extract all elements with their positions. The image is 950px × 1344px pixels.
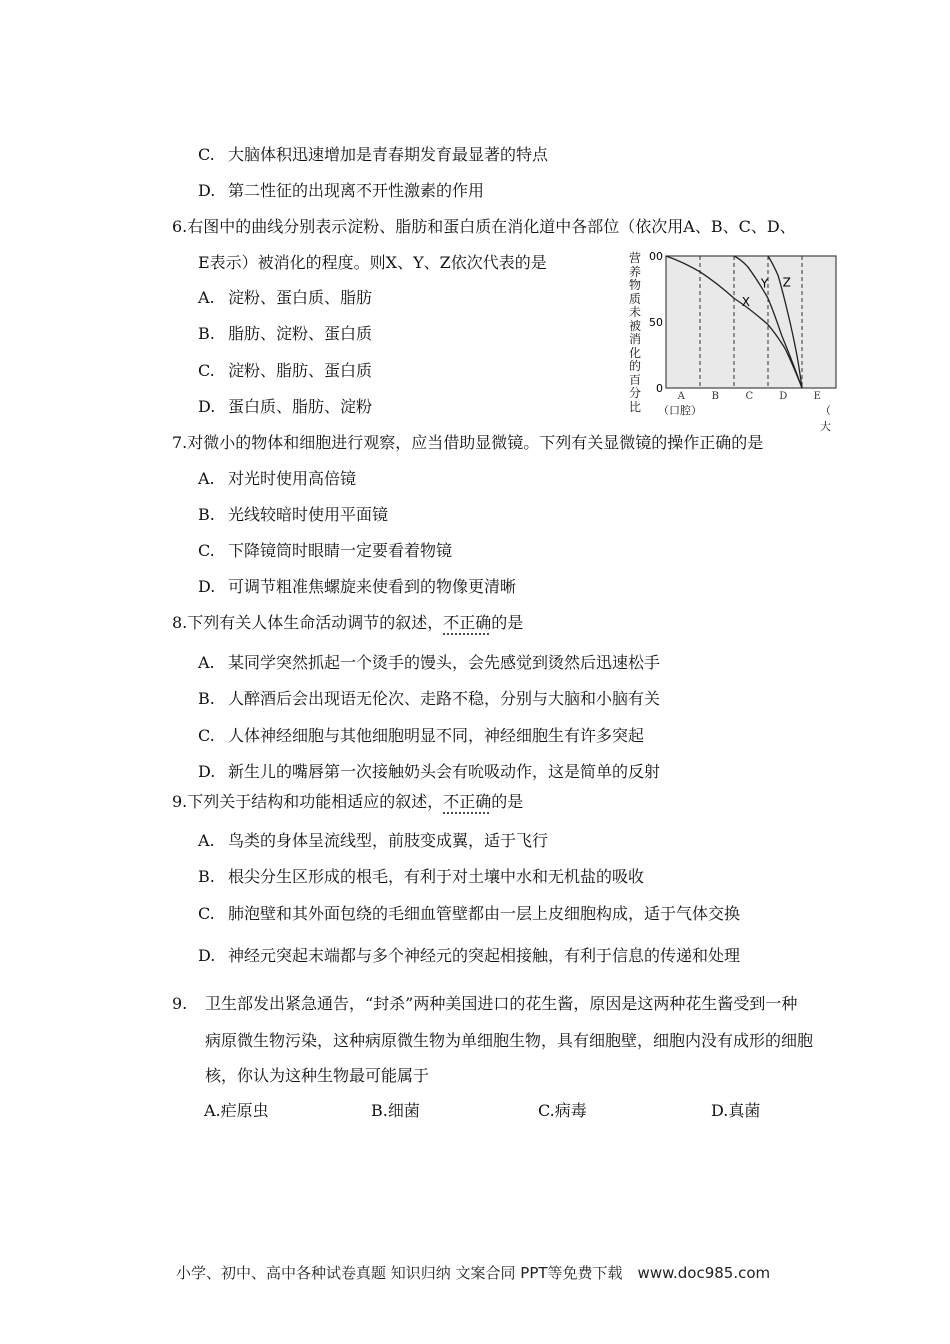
q9a-stem xyxy=(172,792,523,812)
q9b-option-c: C.病毒 xyxy=(538,1101,587,1120)
option-letter: C. xyxy=(198,361,215,380)
option-text: 蛋白质、脂肪、淀粉 xyxy=(228,397,373,416)
q6-stem-line2: E表示）被消化的程度。则X、Y、Z依次代表的是 xyxy=(198,253,547,272)
option-text: 某同学突然抓起一个烫手的馒头，会先感觉到烫然后迅速松手 xyxy=(228,653,661,672)
q8-option-c xyxy=(198,726,644,746)
q9a-option-d xyxy=(198,946,740,966)
q7-option-a xyxy=(198,469,356,489)
stem-emphasis: 不正确 xyxy=(443,792,492,811)
plot-area xyxy=(666,256,836,388)
page-footer: 小学、初中、高中各种试卷真题 知识归纳 文案合同 PPT等免费下载 www.doc985.com xyxy=(176,1264,771,1282)
stem-emphasis: 不正确 xyxy=(443,613,492,632)
q6-option-d xyxy=(198,397,372,417)
option-letter: B. xyxy=(198,867,215,886)
option-text: 淀粉、蛋白质、脂肪 xyxy=(228,288,373,307)
q8-option-b xyxy=(198,689,660,709)
q9b-option-a: A.疟原虫 xyxy=(204,1101,269,1120)
option-letter: C. xyxy=(198,541,215,560)
q9b-line1: 卫生部发出紧急通告，“封杀”两种美国进口的花生酱，原因是这两种花生酱受到一种 xyxy=(205,994,798,1013)
q8-option-a xyxy=(198,653,660,673)
q9a-option-c xyxy=(198,904,740,924)
x-tick-label: A xyxy=(677,391,685,402)
q9b-option-d: D.真菌 xyxy=(711,1101,761,1120)
x-tick-label: E xyxy=(813,391,821,402)
stem-text: 8.下列有关人体生命活动调节的叙述， xyxy=(172,613,444,632)
q6-option-b xyxy=(198,324,372,344)
option-letter: B. xyxy=(198,689,215,708)
q9b-number: 9. xyxy=(172,994,188,1013)
curve-label-x: X xyxy=(741,295,751,310)
y-tick-label: 0 xyxy=(656,382,663,395)
option-letter: D. xyxy=(198,397,216,416)
option-text: 对光时使用高倍镜 xyxy=(228,469,357,488)
q6-option-a xyxy=(198,288,372,308)
option-letter: A. xyxy=(198,469,215,488)
option-letter: A. xyxy=(198,288,215,307)
option-text: 新生儿的嘴唇第一次接触奶头会有吮吸动作，这是简单的反射 xyxy=(228,762,661,781)
stem-text: 9.下列关于结构和功能相适应的叙述， xyxy=(172,792,444,811)
option-text: 可调节粗准焦螺旋来使看到的物像更清晰 xyxy=(228,577,517,596)
q8-option-d xyxy=(198,762,660,782)
q5-option-d xyxy=(198,181,484,201)
q6-stem-line1: 6.右图中的曲线分别表示淀粉、脂肪和蛋白质在消化道中各部位（依次用A、B、C、D、 xyxy=(172,217,796,236)
option-text: 人体神经细胞与其他细胞明显不同，神经细胞生有许多突起 xyxy=(228,726,645,745)
q7-stem: 7.对微小的物体和细胞进行观察，应当借助显微镜。下列有关显微镜的操作正确的是 xyxy=(172,433,764,452)
option-letter: A. xyxy=(198,831,215,850)
x-note-large-intestine: （ 大 xyxy=(820,404,853,433)
q7-option-c xyxy=(198,541,452,561)
option-letter: C. xyxy=(198,145,215,164)
option-letter: B. xyxy=(198,505,215,524)
x-tick-label: D xyxy=(779,391,788,402)
stem-text: 的是 xyxy=(491,613,524,632)
option-text: 根尖分生区形成的根毛，有利于对土壤中水和无机盐的吸收 xyxy=(228,867,645,886)
y-axis-label: 营养物质未被消化的百分比 xyxy=(628,251,641,414)
option-text: 淀粉、脂肪、蛋白质 xyxy=(228,361,373,380)
q9a-option-a xyxy=(198,831,548,851)
curve-label-z: Z xyxy=(782,275,791,290)
q9b-line3: 核，你认为这种生物最可能属于 xyxy=(205,1066,430,1085)
option-text: 神经元突起末端都与多个神经元的突起相接触，有利于信息的传递和处理 xyxy=(228,946,741,965)
q7-option-b xyxy=(198,505,388,525)
y-tick-label: 00 xyxy=(649,250,663,263)
stem-text: 的是 xyxy=(491,792,524,811)
q7-option-d xyxy=(198,577,516,597)
x-tick-label: B xyxy=(711,391,719,402)
option-letter: C. xyxy=(198,726,215,745)
option-letter: D. xyxy=(198,946,216,965)
option-letter: D. xyxy=(198,577,216,596)
x-tick-label: C xyxy=(745,391,754,402)
option-text: 光线较暗时使用平面镜 xyxy=(228,505,389,524)
option-text: 下降镜筒时眼睛一定要看着物镜 xyxy=(228,541,453,560)
curve-label-y: Y xyxy=(760,276,769,291)
option-text: 脂肪、淀粉、蛋白质 xyxy=(228,324,373,343)
option-text: 肺泡壁和其外面包绕的毛细血管壁都由一层上皮细胞构成，适于气体交换 xyxy=(228,904,741,923)
q8-stem xyxy=(172,613,523,633)
option-letter: D. xyxy=(198,762,216,781)
option-letter: B. xyxy=(198,324,215,343)
y-tick-label: 50 xyxy=(649,316,663,329)
option-text: 第二性征的出现离不开性激素的作用 xyxy=(228,181,485,200)
q9b-option-b: B.细菌 xyxy=(371,1101,420,1120)
option-letter: C. xyxy=(198,904,215,923)
q9b-line2: 病原微生物污染，这种病原微生物为单细胞生物，具有细胞壁，细胞内没有成形的细胞 xyxy=(205,1031,814,1050)
digestion-curve-figure xyxy=(622,248,853,433)
q6-option-c xyxy=(198,361,372,381)
x-note-mouth: （口腔） xyxy=(658,404,702,417)
option-letter: A. xyxy=(198,653,215,672)
digestion-chart xyxy=(622,248,852,418)
q9a-option-b xyxy=(198,867,644,887)
option-text: 大脑体积迅速增加是青春期发育最显著的特点 xyxy=(228,145,549,164)
q5-option-c xyxy=(198,145,548,165)
option-letter: D. xyxy=(198,181,216,200)
option-text: 人醉酒后会出现语无伦次、走路不稳，分别与大脑和小脑有关 xyxy=(228,689,661,708)
option-text: 鸟类的身体呈流线型，前肢变成翼，适于飞行 xyxy=(228,831,549,850)
